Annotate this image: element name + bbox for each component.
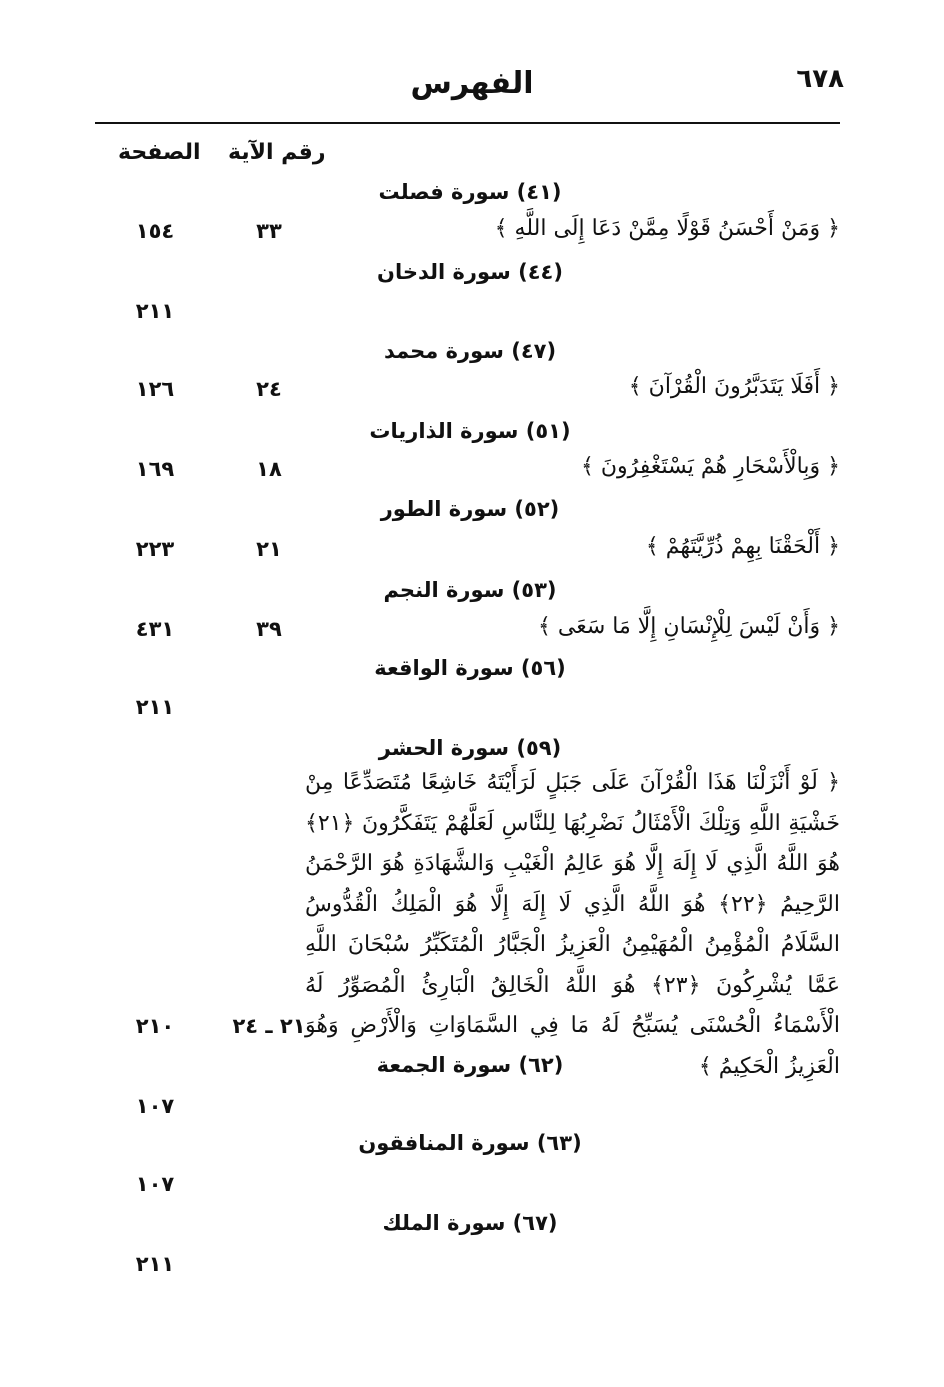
page-number: ٦٧٨ xyxy=(796,64,844,94)
header-divider xyxy=(95,122,840,124)
surah-heading: (٥٩) سورة الحشر xyxy=(378,736,562,760)
surah-heading: (٥١) سورة الذاريات xyxy=(369,419,571,443)
verse-text: ﴿ وَمَنْ أَحْسَنُ قَوْلًا مِمَّنْ دَعَا إِلَى اللَّهِ ﴾ xyxy=(494,216,840,241)
ayah-number: ٣٣ xyxy=(256,219,282,243)
page-reference: ١٠٧ xyxy=(135,1172,175,1196)
surah-heading: (٤١) سورة فصلت xyxy=(378,180,562,204)
page-reference: ٢١١ xyxy=(135,299,175,323)
page-reference: ٢١٠ xyxy=(135,1014,175,1038)
ayah-number: ٢١ xyxy=(256,537,282,561)
surah-heading: (٤٧) سورة محمد xyxy=(383,339,557,363)
page-reference: ١٢٦ xyxy=(135,377,175,401)
page-title: الفهرس xyxy=(410,66,534,101)
ayah-number: ٢٤ xyxy=(256,377,282,401)
verse-text: ﴿ وَبِالْأَسْحَارِ هُمْ يَسْتَغْفِرُونَ ﴾ xyxy=(580,454,840,479)
page-reference: ١٥٤ xyxy=(135,219,175,243)
page-reference: ٢١١ xyxy=(135,1252,175,1276)
surah-heading: (٦٢) سورة الجمعة xyxy=(376,1053,564,1077)
ayah-number: ١٨ xyxy=(256,457,282,481)
verse-text: ﴿ أَفَلَا يَتَدَبَّرُونَ الْقُرْآنَ ﴾ xyxy=(628,374,840,399)
surah-heading: (٤٤) سورة الدخان xyxy=(377,260,563,284)
verse-text: ﴿ لَوْ أَنْزَلْنَا هَذَا الْقُرْآنَ عَلَى جَبَلٍ لَرَأَيْتَهُ خَاشِعًا مُتَصَدِّعًا مِنْ خَشْيَةِ اللَّهِ وَتِلْكَ الْأَمْثَالُ نَضْرِبُهَا لِلنَّاسِ لَعَلَّهُمْ يَتَفَكَّرُونَ ﴿٢١﴾ هُوَ اللَّهُ الَّذِي لَا إِلَهَ إِلَّا هُوَ عَالِمُ الْغَيْبِ وَالشَّهَادَةِ هُوَ الرَّحْمَنُ الرَّحِيمُ ﴿٢٢﴾ هُوَ اللَّهُ الَّذِي لَا إِلَهَ إِلَّا هُوَ الْمَلِكُ الْقُدُّوسُ السَّلَامُ الْمُؤْمِنُ الْمُهَيْمِنُ الْعَزِيزُ الْجَبَّارُ الْمُتَكَبِّرُ سُبْحَانَ اللَّهِ عَمَّا يُشْرِكُونَ ﴿٢٣﴾ هُوَ اللَّهُ الْخَالِقُ الْبَارِئُ الْمُصَوِّرُ لَهُ الْأَسْمَاءُ الْحُسْنَى يُسَبِّحُ لَهُ مَا فِي السَّمَاوَاتِ وَالْأَرْضِ وَهُوَ الْعَزِيزُ الْحَكِيمُ ﴾ xyxy=(305,770,840,1079)
page-reference: ١٠٧ xyxy=(135,1094,175,1118)
surah-heading: (٥٣) سورة النجم xyxy=(383,578,557,602)
page-reference: ٤٣١ xyxy=(135,617,175,641)
verse-text: ﴿ وَأَنْ لَيْسَ لِلْإِنْسَانِ إِلَّا مَا سَعَى ﴾ xyxy=(538,614,840,639)
page-reference: ١٦٩ xyxy=(135,457,175,481)
ayah-number: ٣٩ xyxy=(256,617,282,641)
verse-text: ﴿ أَلْحَقْنَا بِهِمْ ذُرِّيَّتَهُمْ ﴾ xyxy=(645,534,840,559)
surah-heading: (٥٦) سورة الواقعة xyxy=(374,656,566,680)
page-reference: ٢٢٣ xyxy=(135,537,175,561)
page-reference: ٢١١ xyxy=(135,695,175,719)
surah-heading: (٥٢) سورة الطور xyxy=(380,497,560,521)
ayah-number: ٢١ ـ ٢٤ xyxy=(232,1014,306,1038)
surah-heading: (٦٣) سورة المنافقون xyxy=(358,1131,582,1155)
column-header-page: الصفحة xyxy=(118,140,201,165)
column-header-ayah-number: رقم الآية xyxy=(228,140,326,165)
surah-heading: (٦٧) سورة الملك xyxy=(382,1211,558,1235)
